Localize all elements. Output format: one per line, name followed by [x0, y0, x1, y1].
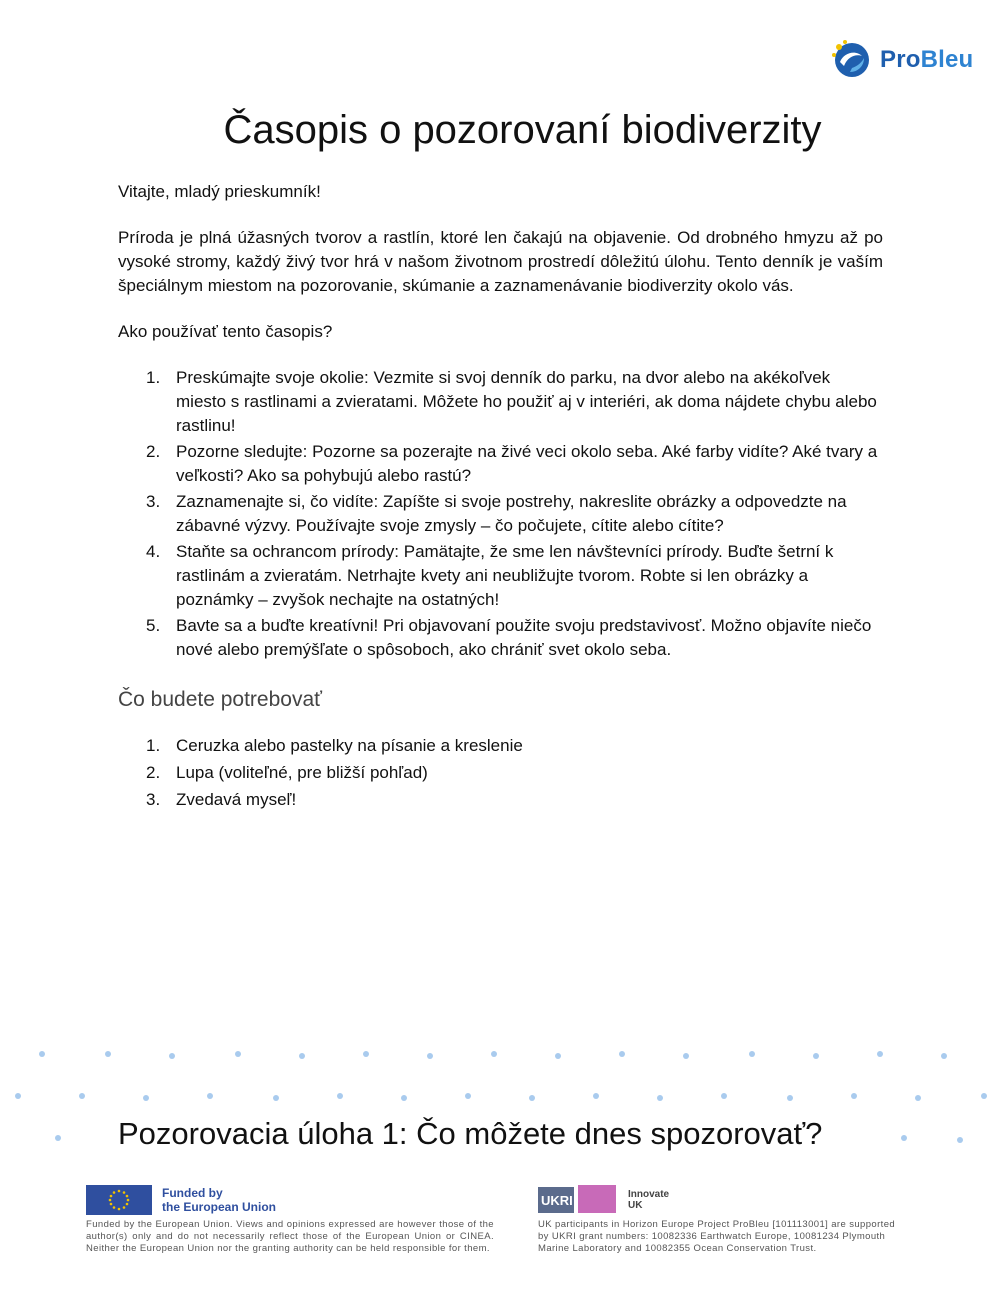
list-item — [118, 788, 883, 812]
footer — [0, 1185, 1000, 1285]
list-text: Pozorne sledujte: Pozorne sa pozerajte na živé veci okolo seba. Aké farby vidíte? Aké tvary a veľkosti? Ako sa pohybujú alebo rastú? — [176, 442, 878, 485]
brand-name-part2: Bleu — [920, 46, 974, 73]
list-text: Zaznamenajte si, čo vidíte: Zapíšte si svoje postrehy, nakreslite obrázky a odpovedzte na zábavné výzvy. Používajte svoje zmysly – čo počujete, cítite alebo cítite? — [176, 492, 847, 535]
innovate-line2: UK — [628, 1200, 643, 1211]
list-text: Zvedavá myseľ! — [176, 790, 297, 809]
list-item — [118, 366, 883, 438]
list-number: 3. — [146, 492, 161, 511]
howto-heading: Ako používať tento časopis? — [118, 322, 333, 341]
list-number: 3. — [146, 790, 161, 809]
probleu-logo — [830, 38, 973, 82]
ukri-logo-icon — [538, 1185, 618, 1215]
list-text: Lupa (voliteľné, pre bližší pohľad) — [176, 763, 428, 782]
list-item — [118, 761, 883, 785]
list-number: 2. — [146, 763, 161, 782]
intro-paragraph: Príroda je plná úžasných tvorov a rastlín, ktoré len čakajú na objavenie. Od drobného hmyzu až po vysoké stromy, každý živý tvor hrá v našom životnom prostredí dôležitú úlohu. Tento denník je vaším špeciálnym miestom na pozorovanie, skúmanie a zaznamenávanie biodiverzity okolo vás. — [118, 228, 883, 295]
need-heading: Čo budete potrebovať — [118, 688, 323, 711]
brand-name-part1: Pro — [880, 46, 921, 73]
list-text: Staňte sa ochrancom prírody: Pamätajte, že sme len návštevníci prírody. Buďte šetrní k rastlinám a zvieratám. Netrhajte kvety ani neubližujte tvorom. Robte si len obrázky a poznámky – zvyšok nechajte na ostatných! — [176, 542, 834, 609]
eu-funding-block — [86, 1185, 494, 1255]
list-text: Bavte sa a buďte kreatívni! Pri objavovaní použite svoju predstavivosť. Možno objavíte niečo nové alebo premýšľate o spôsoboch, ako chrániť svet okolo seba. — [176, 616, 872, 659]
list-number: 5. — [146, 616, 161, 635]
task-heading: Pozorovacia úloha 1: Čo môžete dnes spozorovať? — [118, 1116, 823, 1151]
probleu-logo-icon — [830, 38, 874, 82]
eu-flag-icon — [86, 1185, 152, 1215]
eu-funded-label — [162, 1186, 276, 1214]
list-number: 1. — [146, 368, 161, 387]
list-item — [118, 540, 883, 612]
eu-disclaimer: Funded by the European Union. Views and opinions expressed are however those of the author(s) only and do not necessarily reflect those of the European Union or CINEA. Neither the European Union nor the granting authority can be held responsible for them. — [86, 1219, 494, 1254]
list-text: Ceruzka alebo pastelky na písanie a kreslenie — [176, 736, 523, 755]
list-item — [118, 734, 883, 758]
ukri-logo-text: UKRI — [541, 1193, 573, 1208]
eu-funded-line2: the European Union — [162, 1200, 276, 1214]
page-title: Časopis o pozorovaní biodiverzity — [223, 108, 822, 152]
innovate-uk-label — [628, 1189, 669, 1211]
list-number: 2. — [146, 442, 161, 461]
main-content — [118, 180, 883, 815]
list-item — [118, 440, 883, 488]
needs-list — [118, 734, 883, 812]
uk-disclaimer: UK participants in Horizon Europe Project ProBleu [101113001] are supported by UKRI grant numbers: 10082336 Earthwatch Europe, 10081234 Plymouth Marine Laboratory and 10082355 Ocean Conservation Trust. — [538, 1219, 896, 1254]
list-text: Preskúmajte svoje okolie: Vezmite si svoj denník do parku, na dvor alebo na akékoľvek miesto s rastlinami a zvieratami. Môžete ho použiť aj v interiéri, ak doma nájdete chybu alebo rastlinu! — [176, 368, 877, 435]
list-item — [118, 490, 883, 538]
probleu-wordmark — [880, 46, 973, 74]
steps-list — [118, 366, 883, 662]
list-number: 4. — [146, 542, 161, 561]
eu-funded-line1: Funded by — [162, 1186, 223, 1200]
greeting: Vitajte, mladý prieskumník! — [118, 182, 321, 201]
uk-funding-block — [538, 1185, 898, 1255]
innovate-line1: Innovate — [628, 1189, 670, 1200]
list-item — [118, 614, 883, 662]
list-number: 1. — [146, 736, 161, 755]
